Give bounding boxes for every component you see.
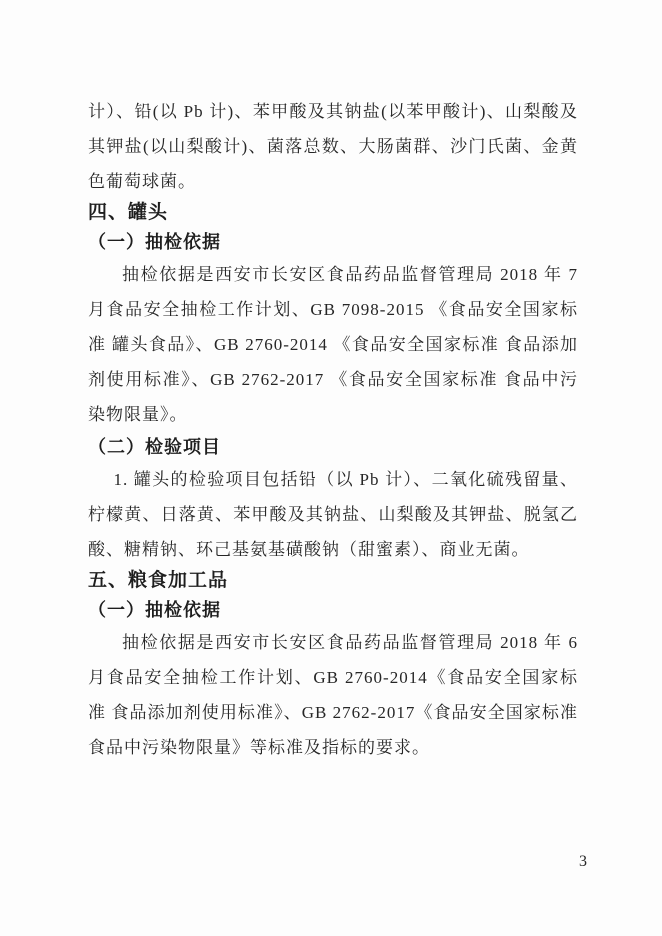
paragraph-sampling-basis-4: 抽检依据是西安市长安区食品药品监督管理局 2018 年 7 月食品安全抽检工作计划、GB 7098-2015 《食品安全国家标准 罐头食品》、GB 2760-2014 《食品安全国家标准 食品添加剂使用标准》、GB 2762-2017 《食品安全国家标准 食品中污染物限量》。 — [88, 265, 578, 424]
page-number: 3 — [579, 853, 587, 870]
paragraph-sampling-basis-5: 抽检依据是西安市长安区食品药品监督管理局 2018 年 6 月食品安全抽检工作计划、GB 2760-2014《食品安全国家标准 食品添加剂使用标准》、GB 2762-2017《食品安全国家标准 食品中污染物限量》等标准及指标的要求。 — [88, 633, 578, 757]
section-heading-canned-food: 四、罐头 — [88, 202, 169, 223]
section-heading-grain-products: 五、粮食加工品 — [88, 570, 229, 591]
subsection-heading-sampling-basis-5: （一）抽检依据 — [88, 600, 221, 620]
paragraph-continuation: 计）、铅(以 Pb 计)、苯甲酸及其钠盐(以苯甲酸计)、山梨酸及其钾盐(以山梨酸计)、菌落总数、大肠菌群、沙门氏菌、金黄色葡萄球菌。 — [88, 102, 578, 191]
subsection-heading-sampling-basis-4: （一）抽检依据 — [88, 232, 221, 252]
subsection-heading-test-items-4: （二）检验项目 — [88, 437, 221, 457]
paragraph-test-items-4: 1. 罐头的检验项目包括铅（以 Pb 计）、二氧化硫残留量、柠檬黄、日落黄、苯甲酸及其钠盐、山梨酸及其钾盐、脱氢乙酸、糖精钠、环己基氨基磺酸钠（甜蜜素）、商业无菌。 — [88, 470, 578, 559]
